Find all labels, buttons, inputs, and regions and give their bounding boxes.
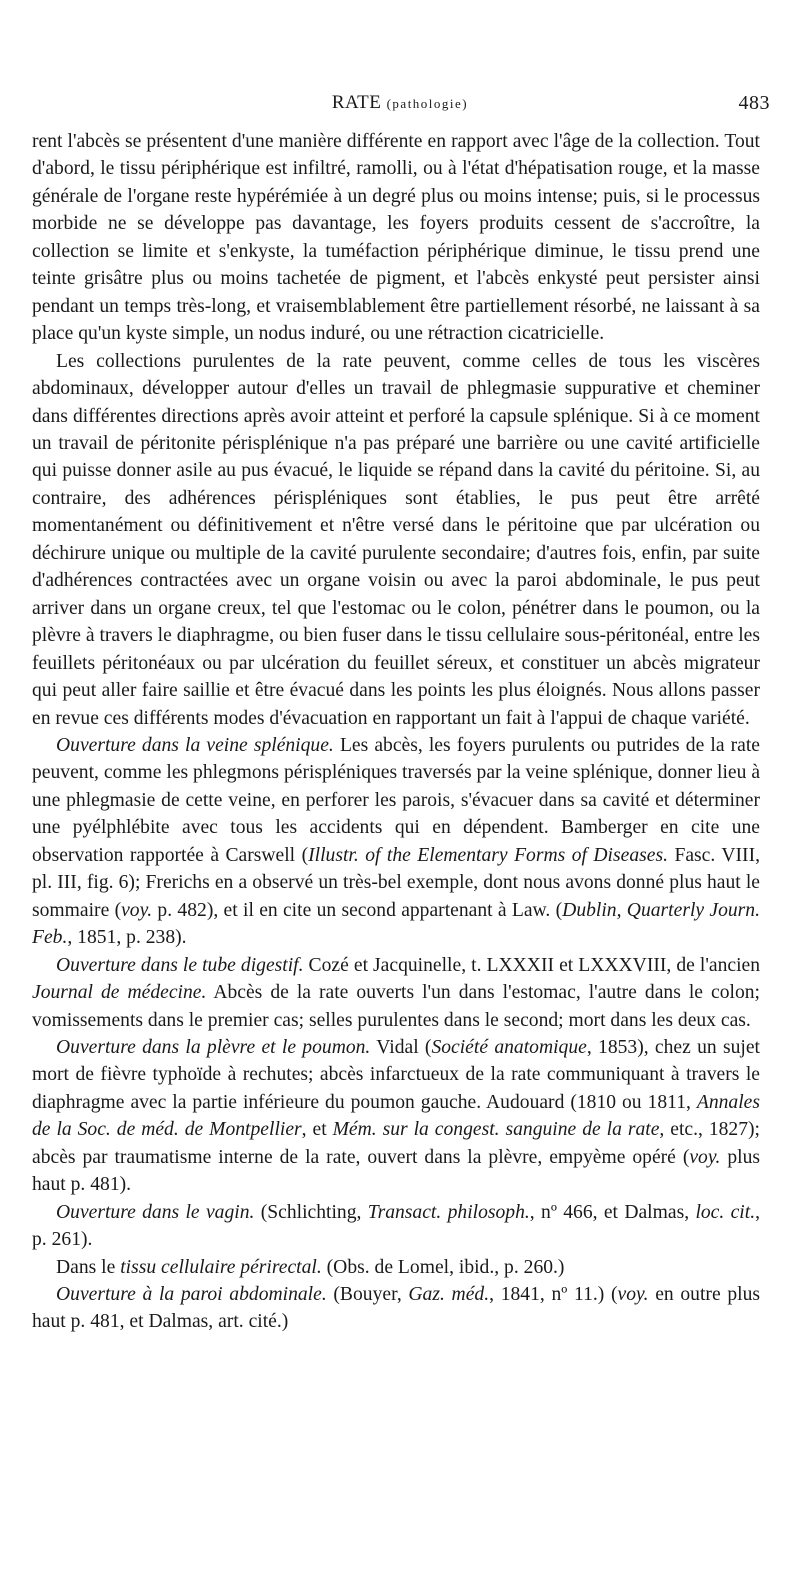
- paragraph-text: , et: [301, 1119, 333, 1141]
- paragraph-perirectal: [32, 1254, 760, 1281]
- paragraph-purulent-collections: Les collections purulentes de la rate peuvent, comme celles de tous les viscères abdominaux, développer autour d'elles un travail de phlegmasie suppurative et cheminer dans différentes directions après avoir atteint et perforé la capsule splénique. Si à ce moment un travail de péritonite périsplénique n'a pas préparé une barrière ou une cavité artificielle qui puisse donner asile au pus évacué, le liquide se répand dans la cavité du péritoine. Si, au contraire, des adhérences périspléniques sont établies, le pus peut être arrêté momentanément ou définitivement et n'être versé dans le péritoine que par ulcération ou déchirure unique ou multiple de la cavité purulente secondaire; d'autres fois, enfin, par suite d'adhérences contractées avec un organe voisin ou avec la paroi abdominale, le pus peut arriver dans un organe creux, tel que l'estomac ou le colon, pénétrer dans le poumon, ou la plèvre à travers le diaphragme, ou bien fuser dans le tissu cellulaire sous-péritonéal, entre les feuillets péritonéaux ou par ulcération du feuillet séreux, et constituer un abcès migrateur qui peut aller faire saillie et être évacué dans les points les plus éloignés. Nous allons passer en revue ces différents modes d'évacuation en rapportant un fait à l'appui de chaque variété.: [32, 350, 760, 729]
- paragraph-text: en outre plus haut p. 481, et Dalmas, art. cité.): [32, 1284, 760, 1333]
- citation-title: tissu cellulaire périrectal.: [120, 1256, 322, 1278]
- paragraph-text: Vidal (: [370, 1036, 432, 1058]
- paragraph-text: Cozé et Jacquinelle, t. LXXXII et LXXXVIII, de l'ancien: [303, 954, 761, 976]
- paragraph-text: Abcès de la rate ouverts l'un dans l'estomac, l'autre dans le colon; vomissements dans le premier cas; selles purulentes dans le second; mort dans les deux cas.: [32, 982, 760, 1031]
- paragraph-text: (Obs. de Lomel, ibid., p. 260.): [321, 1256, 565, 1278]
- paragraph-text: , 1853), chez un sujet mort de fièvre typhoïde à rechutes; abcès infarctueux de la rate communiquant à travers le diaphragme avec la partie inférieure du poumon gauche. Audouard (1810 ou 1811,: [32, 1036, 760, 1113]
- section-lead: Ouverture à la paroi abdominale.: [56, 1284, 327, 1306]
- paragraph-text: p. 482), et il en cite un second appartenant à Law. (: [152, 899, 563, 921]
- paragraph-abdominal-wall: [32, 1281, 760, 1336]
- citation-title: Dublin, Quarterly Journ. Feb.: [32, 899, 760, 949]
- paragraph-text: Les abcès, les foyers purulents ou putrides de la rate peuvent, comme les phlegmons périspléniques traversés par la veine splénique, donner lieu à une phlegmasie de cette veine, en perforer les parois, s'évacuer dans sa cavité et déterminer une pyélphlébite avec tous les accidents qui en dépendent. Bamberger en cite une observation rapportée à Carswell (: [32, 734, 761, 866]
- citation-title: Illustr. of the Elementary Forms of Diseases.: [308, 844, 668, 866]
- paragraph-text: , p. 261).: [32, 1201, 760, 1251]
- citation-title: Mém. sur la congest. sanguine de la rate,: [332, 1119, 665, 1141]
- header-title-paren: (pathologie): [386, 96, 469, 111]
- header-title-main: RATE: [331, 92, 382, 113]
- running-header: [30, 92, 770, 120]
- paragraph-text: Dans le: [56, 1256, 121, 1278]
- paragraph-pleura-lung: [32, 1034, 760, 1199]
- header-title: [30, 92, 770, 114]
- paragraph-text: , 1841, nº 11.) (: [489, 1284, 618, 1306]
- paragraph-text: etc., 1827); abcès par traumatisme interne de la rate, ouvert dans la plèvre, empyème opéré (: [32, 1119, 760, 1168]
- citation-title: voy.: [121, 899, 153, 921]
- citation-title: Transact. philosoph.: [367, 1201, 530, 1223]
- paragraph-vagina: [32, 1199, 760, 1254]
- paragraph-text: (Bouyer,: [326, 1284, 409, 1306]
- paragraph-text: , nº 466, et Dalmas,: [529, 1201, 696, 1223]
- citation-title: Société anatomique: [431, 1036, 587, 1058]
- citation-title: Annales de la Soc. de méd. de Montpellier: [32, 1091, 760, 1141]
- section-lead: Ouverture dans le vagin.: [56, 1201, 255, 1223]
- section-lead: Ouverture dans le tube digestif.: [56, 954, 304, 976]
- paragraph-abscess-stages: rent l'abcès se présentent d'une manière différente en rapport avec l'âge de la collection. Tout d'abord, le tissu périphérique est infiltré, ramolli, ou à l'état d'hépatisation rouge, et la masse générale de l'organe reste hypérémiée à un degré plus ou moins intense; puis, si le processus morbide ne se développe pas davantage, les foyers produits cessent de s'accroître, la collection se limite et s'enkyste, la tuméfaction périphérique diminue, le tissu prend une teinte grisâtre plus ou moins tachetée de pigment, et l'abcès enkysté peut persister ainsi pendant un temps très-long, et vraisemblablement être partiellement résorbé, ne laissant à sa place qu'un kyste simple, un nodus induré, ou une rétraction cicatricielle.: [32, 131, 760, 345]
- paragraph-splenic-vein: [32, 732, 760, 952]
- citation-title: Gaz. méd.: [408, 1284, 490, 1306]
- section-lead: Ouverture dans la veine splénique.: [56, 734, 334, 756]
- citation-title: voy.: [689, 1146, 721, 1168]
- citation-title: loc. cit.: [695, 1201, 756, 1223]
- paragraph-text: (Schlichting,: [254, 1201, 368, 1223]
- paragraph-text: Fasc. VIII, pl. III, fig. 6); Frerichs en a observé un très-bel exemple, dont nous avons donné plus haut le sommaire (: [32, 844, 760, 921]
- page-number: 483: [738, 92, 770, 114]
- citation-title: Journal de médecine.: [32, 982, 207, 1004]
- page-body: [32, 128, 760, 1336]
- paragraph-text: plus haut p. 481).: [32, 1146, 760, 1196]
- citation-title: voy.: [617, 1284, 649, 1306]
- paragraph-digestive-tube: [32, 952, 760, 1034]
- section-lead: Ouverture dans la plèvre et le poumon.: [56, 1036, 371, 1058]
- paragraph-text: , 1851, p. 238).: [67, 927, 187, 949]
